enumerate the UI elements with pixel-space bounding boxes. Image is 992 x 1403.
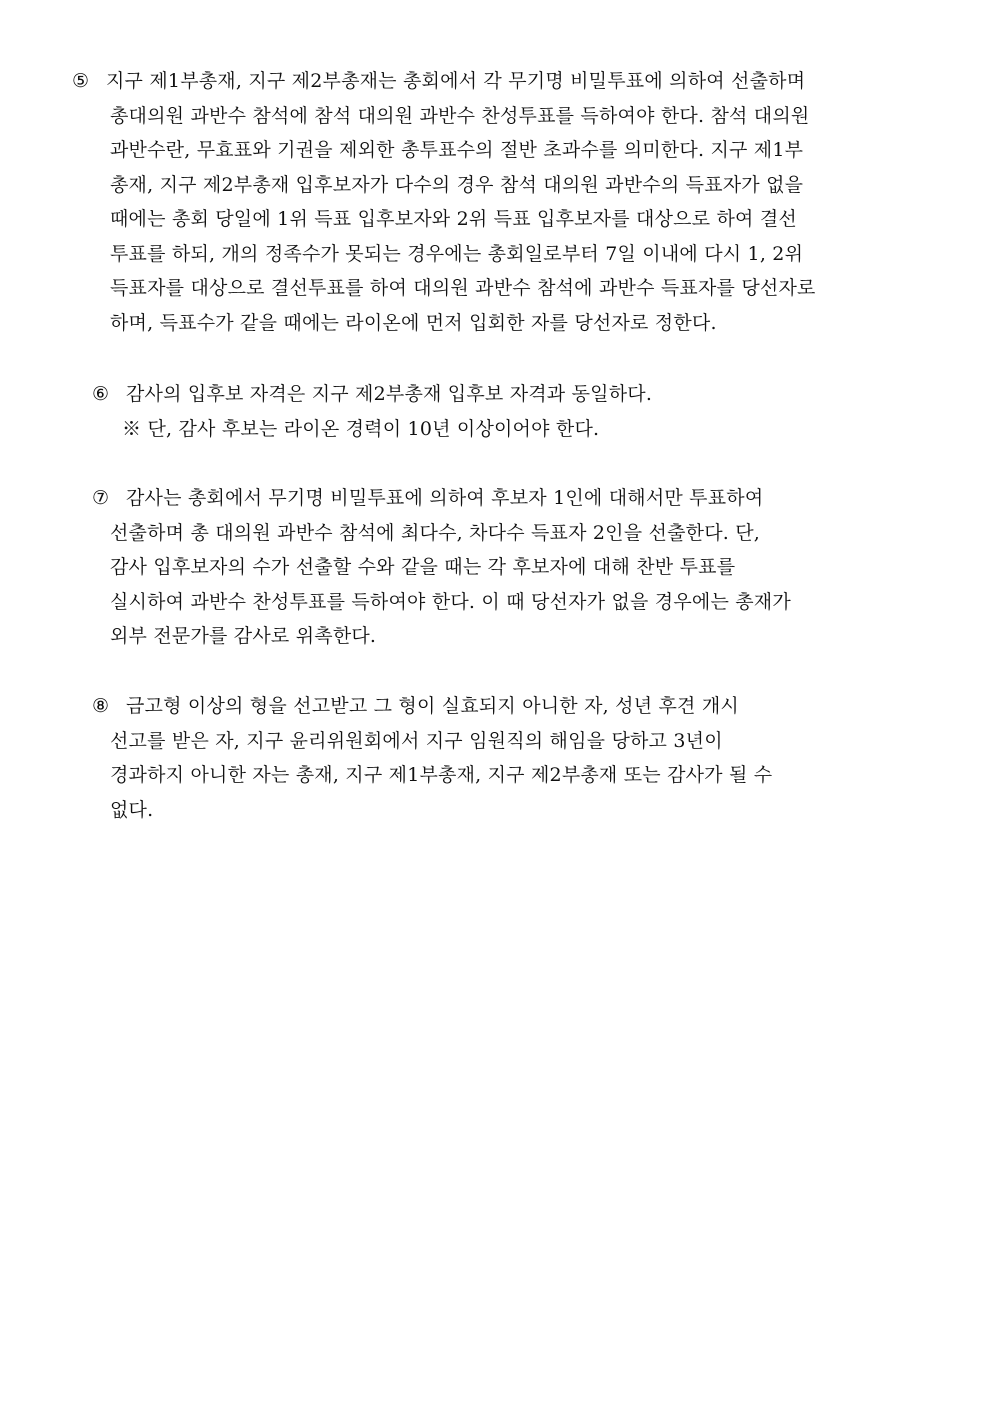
clause-7-line-4: 실시하여 과반수 찬성투표를 득하여야 한다. 이 때 당선자가 없을 경우에는 총재가	[110, 590, 791, 613]
clause-6	[92, 377, 912, 446]
clause-8-marker: ⑧	[92, 695, 110, 717]
clause-5-text-1: 지구 제1부총재, 지구 제2부총재는 총회에서 각 무기명 비밀투표에 의하여 선출하며	[106, 70, 806, 92]
clause-7-line-5: 외부 전문가를 감사로 위촉한다.	[110, 625, 377, 647]
clause-8-line-4: 없다.	[110, 798, 154, 821]
clause-7-line-1	[92, 481, 922, 516]
clause-7-text-1: 감사는 총회에서 무기명 비밀투표에 의하여 후보자 1인에 대해서만 투표하여	[126, 487, 764, 509]
clause-6-text-1: 감사의 입후보 자격은 지구 제2부총재 입후보 자격과 동일하다.	[126, 383, 653, 405]
clause-5-marker: ⑤	[72, 70, 90, 92]
clause-8-line-2: 선고를 받은 자, 지구 윤리위원회에서 지구 임원직의 해임을 당하고 3년이	[110, 729, 723, 752]
clause-5-line-2: 총대의원 과반수 참석에 참석 대의원 과반수 찬성투표를 득하여야 한다. 참석 대의원	[110, 104, 810, 127]
clause-5-line-5: 때에는 총회 당일에 1위 득표 입후보자와 2위 득표 입후보자를 대상으로 하여 결선	[110, 208, 797, 230]
clause-6-marker: ⑥	[92, 383, 110, 405]
clause-6-note: ※ 단, 감사 후보는 라이온 경력이 10년 이상이어야 한다.	[122, 417, 600, 440]
clause-8-line-1	[92, 689, 922, 724]
clause-7-line-3: 감사 입후보자의 수가 선출할 수와 같을 때는 각 후보자에 대해 찬반 투표를	[110, 556, 736, 578]
clause-7-marker: ⑦	[92, 487, 110, 509]
clause-7-line-2: 선출하며 총 대의원 과반수 참석에 최다수, 차다수 득표자 2인을 선출한다. 단,	[110, 521, 761, 544]
clause-5	[72, 64, 922, 340]
clause-5-line-3: 과반수란, 무효표와 기권을 제외한 총투표수의 절반 초과수를 의미한다. 지구 제1부	[110, 139, 804, 161]
clause-8-text-1: 금고형 이상의 형을 선고받고 그 형이 실효되지 아니한 자, 성년 후견 개시	[126, 695, 739, 717]
clause-5-line-6: 투표를 하되, 개의 정족수가 못되는 경우에는 총회일로부터 7일 이내에 다시 1, 2위	[110, 242, 804, 265]
clause-5-line-4: 총재, 지구 제2부총재 입후보자가 다수의 경우 참석 대의원 과반수의 득표자가 없을	[110, 173, 804, 196]
clause-5-line-8: 하며, 득표수가 같을 때에는 라이온에 먼저 입회한 자를 당선자로 정한다.	[110, 311, 717, 334]
clause-7	[92, 481, 922, 654]
clause-8	[92, 689, 922, 827]
clause-5-line-1	[72, 64, 922, 99]
clause-5-line-7: 득표자를 대상으로 결선투표를 하여 대의원 과반수 참석에 과반수 득표자를 당선자로	[110, 277, 816, 299]
clause-6-line-1	[92, 377, 912, 412]
clause-8-line-3: 경과하지 아니한 자는 총재, 지구 제1부총재, 지구 제2부총재 또는 감사가 될 수	[110, 764, 773, 786]
